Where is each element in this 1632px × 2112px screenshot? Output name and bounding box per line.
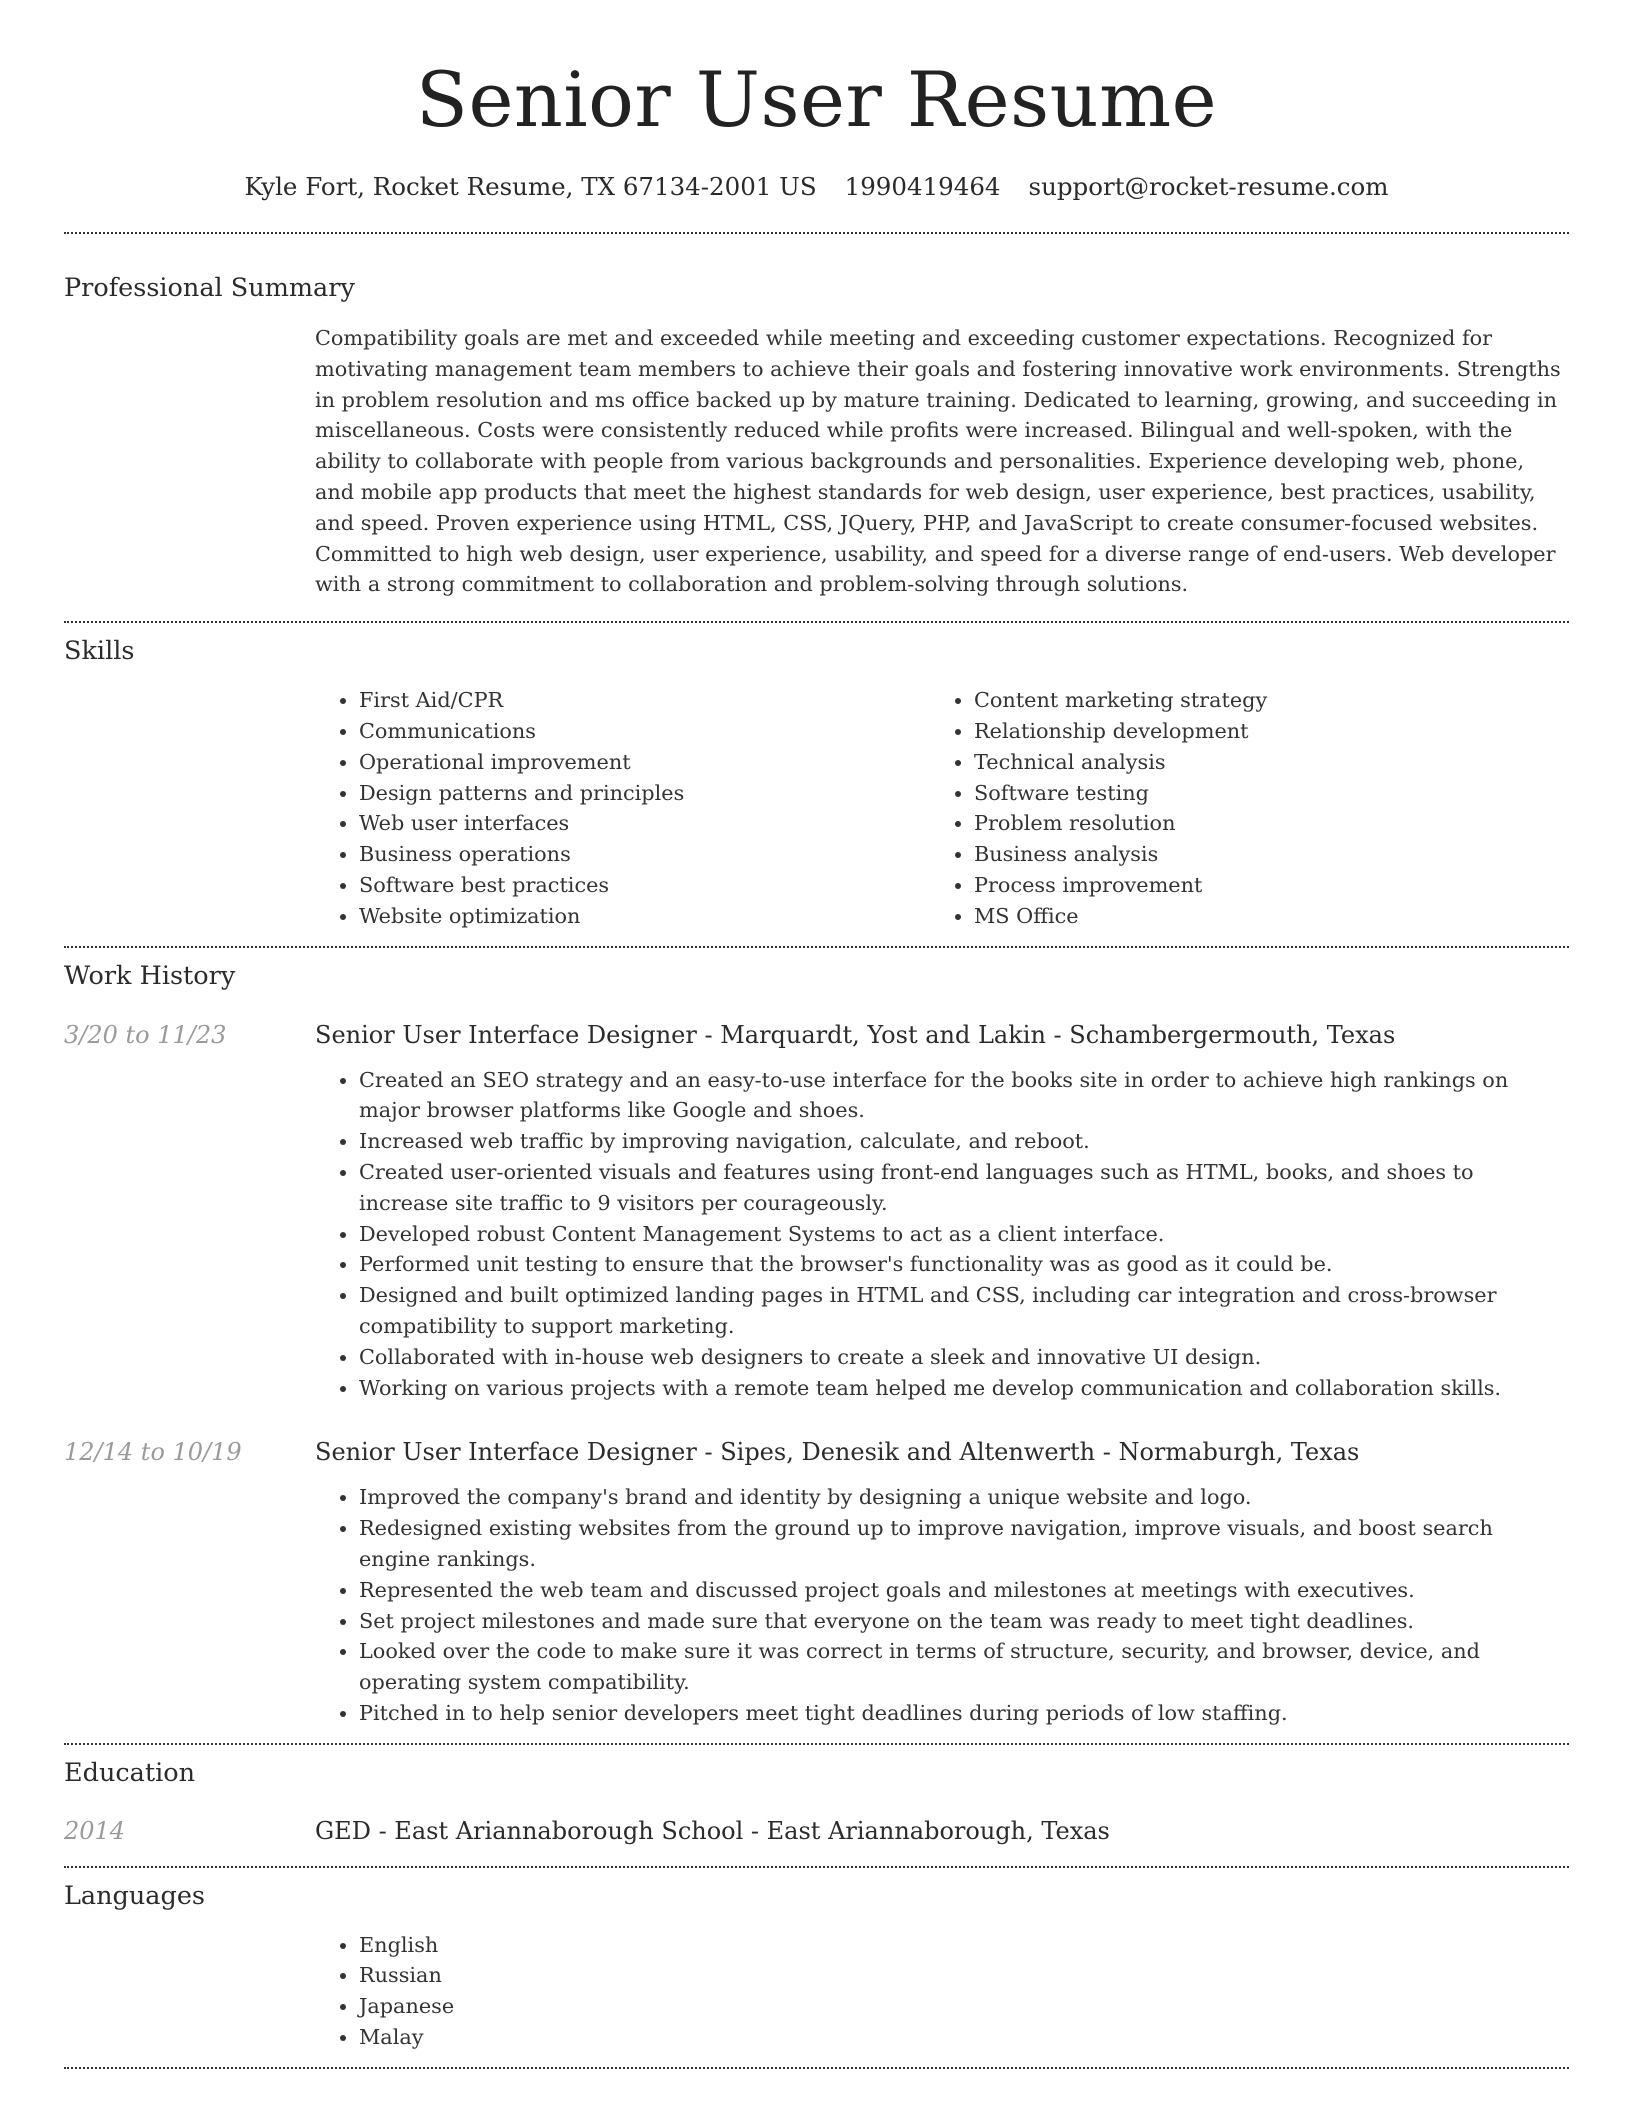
skill-item: • Operational improvement: [359, 747, 930, 778]
job-entry: [64, 1018, 1569, 1052]
skill-item: • First Aid/CPR: [359, 685, 930, 716]
skill-item: • Software testing: [974, 778, 1545, 809]
education-entry: [64, 1814, 1569, 1848]
resume-title: Senior User Resume: [415, 55, 1218, 144]
divider: [64, 232, 1569, 234]
job-bullet: • Increased web traffic by improving navigation, calculate, and reboot.: [359, 1126, 1569, 1157]
job-entry: [64, 1435, 1569, 1469]
job-bullet-list: [315, 1482, 1569, 1728]
job-bullet: • Working on various projects with a remote team helped me develop communication and collaboration skills.: [359, 1373, 1569, 1404]
job-bullet: • Created user-oriented visuals and features using front-end languages such as HTML, books, and shoes to increase site traffic to 9 visitors per courageously.: [359, 1157, 1569, 1219]
contact-email: support@rocket-resume.com: [1028, 172, 1389, 201]
education-title: GED - East Ariannaborough School - East Ariannaborough, Texas: [315, 1816, 1110, 1845]
job-bullet: • Improved the company's brand and identity by designing a unique website and logo.: [359, 1482, 1569, 1513]
skill-item: • Business analysis: [974, 839, 1545, 870]
job-dates: 3/20 to 11/23: [64, 1020, 227, 1049]
skill-item: • Business operations: [359, 839, 930, 870]
divider: [64, 1743, 1569, 1745]
job-bullet: • Represented the web team and discussed project goals and milestones at meetings with executives.: [359, 1575, 1569, 1606]
education-year: 2014: [64, 1816, 126, 1845]
skill-item: • Design patterns and principles: [359, 778, 930, 809]
language-item: • Japanese: [359, 1991, 1569, 2022]
divider: [64, 2067, 1569, 2069]
job-dates: 12/14 to 10/19: [64, 1438, 242, 1467]
job-title: Senior User Interface Designer - Marquardt, Yost and Lakin - Schambergermouth, Texas: [315, 1020, 1396, 1049]
job-bullet: • Performed unit testing to ensure that the browser's functionality was as good as it could be.: [359, 1249, 1569, 1280]
skill-item: • Relationship development: [974, 716, 1545, 747]
skill-item: • MS Office: [974, 901, 1545, 932]
job-bullet: • Collaborated with in-house web designers to create a sleek and innovative UI design.: [359, 1342, 1569, 1373]
skill-item: • Web user interfaces: [359, 808, 930, 839]
contact-address: Kyle Fort, Rocket Resume, TX 67134-2001 US: [244, 172, 817, 201]
skills-list: [315, 685, 1569, 931]
divider: [64, 621, 1569, 623]
contact-line: [64, 170, 1569, 204]
resume-page: [64, 0, 1569, 2069]
language-item: • English: [359, 1930, 1569, 1961]
skill-item: • Website optimization: [359, 901, 930, 932]
languages-list: [315, 1930, 1569, 2053]
skill-item: • Software best practices: [359, 870, 930, 901]
skill-item: • Process improvement: [974, 870, 1545, 901]
contact-phone: 1990419464: [844, 172, 1001, 201]
section-heading-summary: Professional Summary: [64, 273, 355, 303]
divider: [64, 1866, 1569, 1868]
language-item: • Russian: [359, 1960, 1569, 1991]
section-heading-skills: Skills: [64, 636, 135, 667]
job-bullet: • Set project milestones and made sure that everyone on the team was ready to meet tight deadlines.: [359, 1606, 1569, 1637]
section-heading-education: Education: [64, 1757, 196, 1788]
divider: [64, 946, 1569, 948]
skill-item: • Communications: [359, 716, 930, 747]
job-bullet-list: [315, 1065, 1569, 1404]
summary-text: Compatibility goals are met and exceeded while meeting and exceeding customer expectations. Recognized for motivating management team members to achieve their goals and fostering innovative work environments. Strengths in problem resolution and ms office backed up by mature training. Dedicated to learning, growing, and succeeding in miscellaneous. Costs were consistently reduced while profits were increased. Bilingual and well-spoken, with the ability to collaborate with people from various backgrounds and personalities. Experience developing web, phone, and mobile app products that meet the highest standards for web design, user experience, best practices, usability, and speed. Proven experience using HTML, CSS, JQuery, PHP, and JavaScript to create consumer-focused websites. Committed to high web design, user experience, usability, and speed for a diverse range of end-users. Web developer with a strong commitment to collaboration and problem-solving through solutions.: [315, 326, 1561, 597]
skill-item: • Content marketing strategy: [974, 685, 1545, 716]
section-heading-work-history: Work History: [64, 960, 236, 991]
job-bullet: • Redesigned existing websites from the ground up to improve navigation, improve visuals, and boost search engine rankings.: [359, 1513, 1569, 1575]
job-bullet: • Developed robust Content Management Systems to act as a client interface.: [359, 1219, 1569, 1250]
section-heading-languages: Languages: [64, 1880, 206, 1911]
job-title: Senior User Interface Designer - Sipes, Denesik and Altenwerth - Normaburgh, Texas: [315, 1438, 1360, 1467]
job-bullet: • Pitched in to help senior developers meet tight deadlines during periods of low staffing.: [359, 1698, 1569, 1729]
job-bullet: • Created an SEO strategy and an easy-to-use interface for the books site in order to achieve high rankings on major browser platforms like Google and shoes.: [359, 1065, 1569, 1127]
job-bullet: • Looked over the code to make sure it was correct in terms of structure, security, and browser, device, and operating system compatibility.: [359, 1636, 1569, 1698]
skill-item: • Problem resolution: [974, 808, 1545, 839]
skill-item: • Technical analysis: [974, 747, 1545, 778]
language-item: • Malay: [359, 2022, 1569, 2053]
job-bullet: • Designed and built optimized landing pages in HTML and CSS, including car integration and cross-browser compatibility to support marketing.: [359, 1280, 1569, 1342]
